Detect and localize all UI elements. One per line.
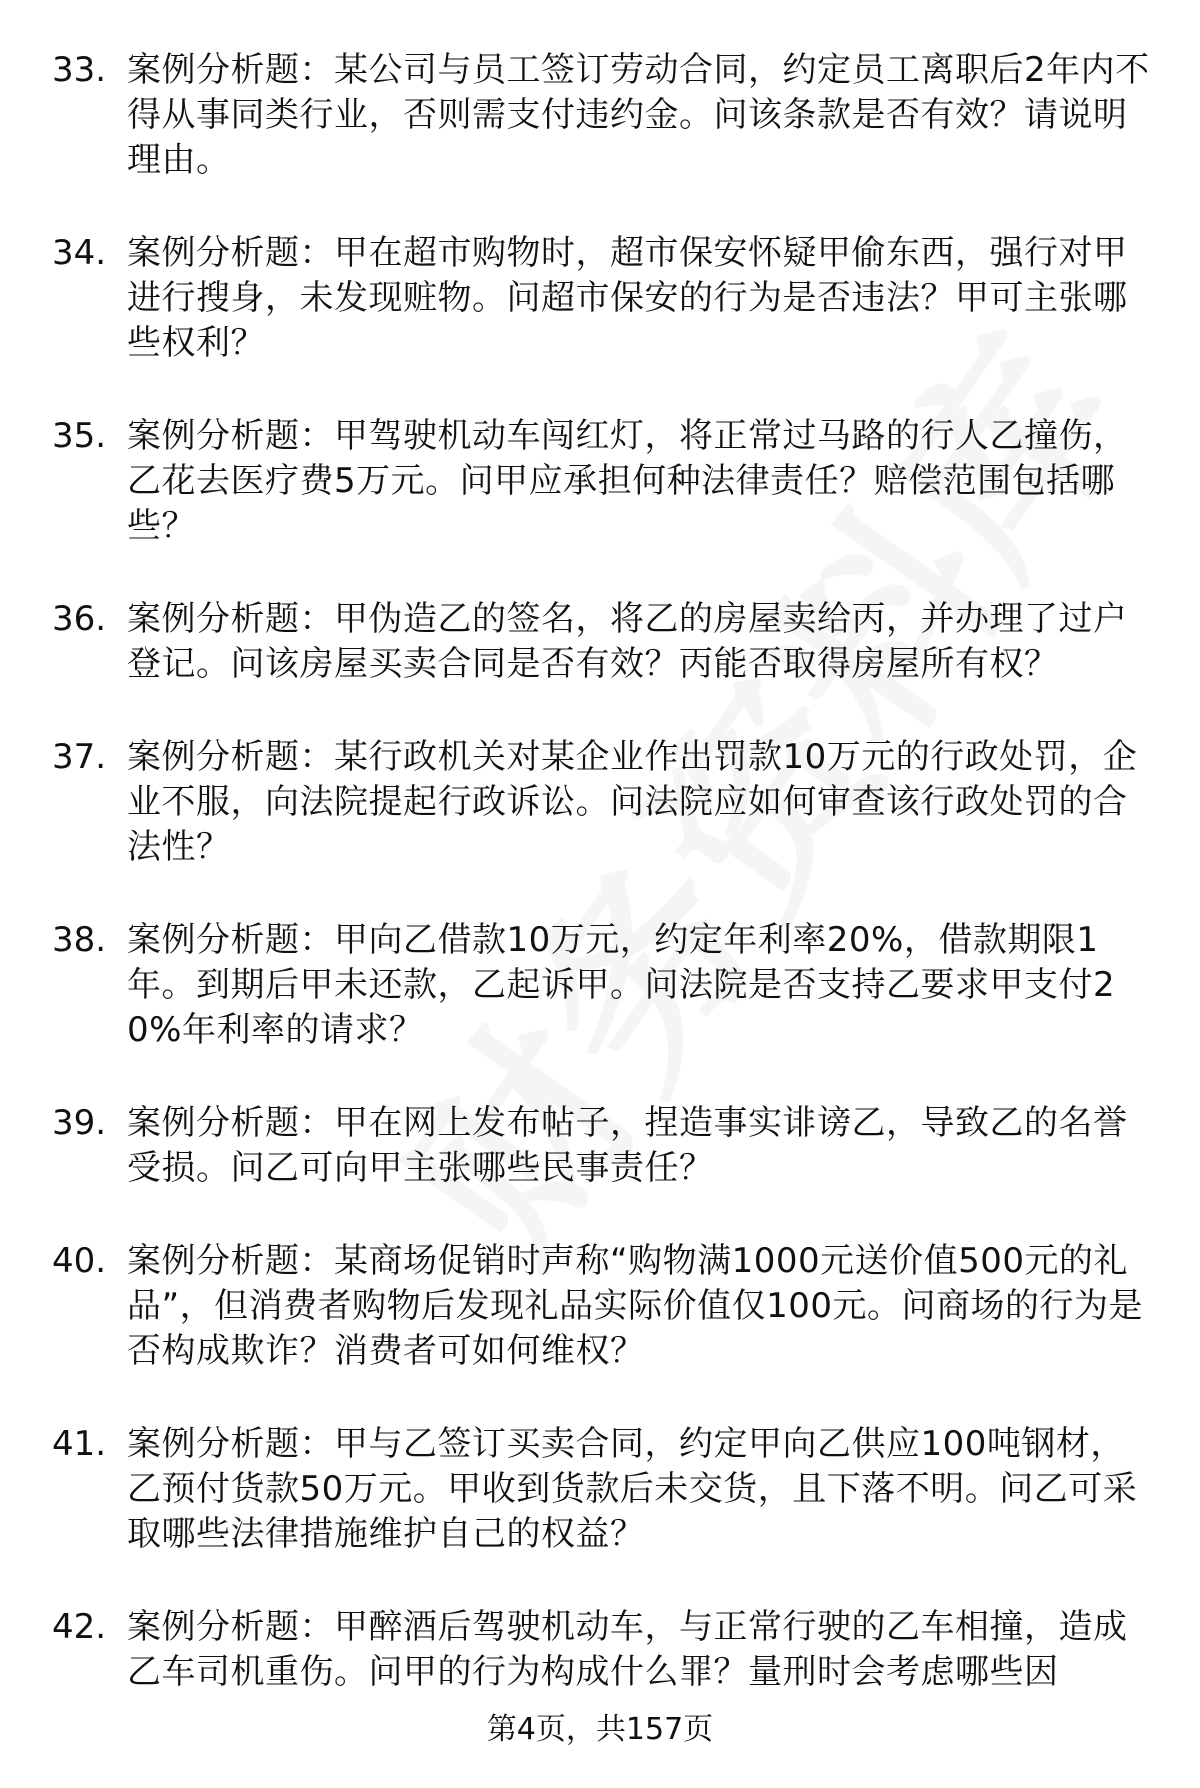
question-text: 案例分析题：甲向乙借款10万元，约定年利率20%，借款期限1年。到期后甲未还款，乙起诉甲。问法院是否支持乙要求甲支付20%年利率的请求？ (127, 920, 1116, 1050)
question-number: 35. (52, 416, 107, 456)
question-item (0, 1605, 1200, 1778)
question-text: 案例分析题：甲在超市购物时，超市保安怀疑甲偷东西，强行对甲进行搜身，未发现赃物。问超市保安的行为是否违法？甲可主张哪些权利？ (127, 233, 1128, 363)
question-number: 39. (52, 1103, 107, 1143)
question-text: 案例分析题：某商场促销时声称“购物满1000元送价值500元的礼品”，但消费者购物后发现礼品实际价值仅100元。问商场的行为是否构成欺诈？消费者可如何维权？ (127, 1241, 1144, 1371)
question-text: 案例分析题：甲醉酒后驾驶机动车，与正常行驶的乙车相撞，造成乙车司机重伤。问甲的行为构成什么罪？量刑时会考虑哪些因 (127, 1607, 1128, 1692)
question-text: 案例分析题：某公司与员工签订劳动合同，约定员工离职后2年内不得从事同类行业，否则需支付违约金。问该条款是否有效？请说明理由。 (127, 50, 1150, 180)
question-text: 案例分析题：甲驾驶机动车闯红灯，将正常过马路的行人乙撞伤，乙花去医疗费5万元。问甲应承担何种法律责任？赔偿范围包括哪些？ (127, 416, 1128, 546)
question-item (0, 597, 1200, 725)
question-list (0, 48, 1200, 1788)
question-item (0, 231, 1200, 404)
question-text: 案例分析题：某行政机关对某企业作出罚款10万元的行政处罚，企业不服，向法院提起行政诉讼。问法院应如何审查该行政处罚的合法性？ (127, 737, 1138, 867)
question-number: 41. (52, 1424, 107, 1464)
question-item (0, 48, 1200, 221)
question-item (0, 414, 1200, 587)
question-number: 38. (52, 920, 107, 960)
question-text: 案例分析题：甲与乙签订买卖合同，约定甲向乙供应100吨钢材，乙预付货款50万元。甲收到货款后未交货，且下落不明。问乙可采取哪些法律措施维护自己的权益？ (127, 1424, 1138, 1554)
page-number-footer: 第4页，共157页 (486, 1712, 714, 1747)
question-item (0, 735, 1200, 908)
question-number: 36. (52, 599, 107, 639)
question-item (0, 1422, 1200, 1595)
question-text: 案例分析题：甲伪造乙的签名，将乙的房屋卖给丙，并办理了过户登记。问该房屋买卖合同是否有效？丙能否取得房屋所有权？ (127, 599, 1128, 684)
question-text: 案例分析题：甲在网上发布帖子，捏造事实诽谤乙，导致乙的名誉受损。问乙可向甲主张哪些民事责任？ (127, 1103, 1128, 1188)
question-item (0, 1239, 1200, 1412)
question-item (0, 1101, 1200, 1229)
question-item (0, 918, 1200, 1091)
question-number: 40. (52, 1241, 107, 1281)
question-number: 34. (52, 233, 107, 273)
question-number: 37. (52, 737, 107, 777)
question-number: 33. (52, 50, 107, 90)
question-number: 42. (52, 1607, 107, 1647)
